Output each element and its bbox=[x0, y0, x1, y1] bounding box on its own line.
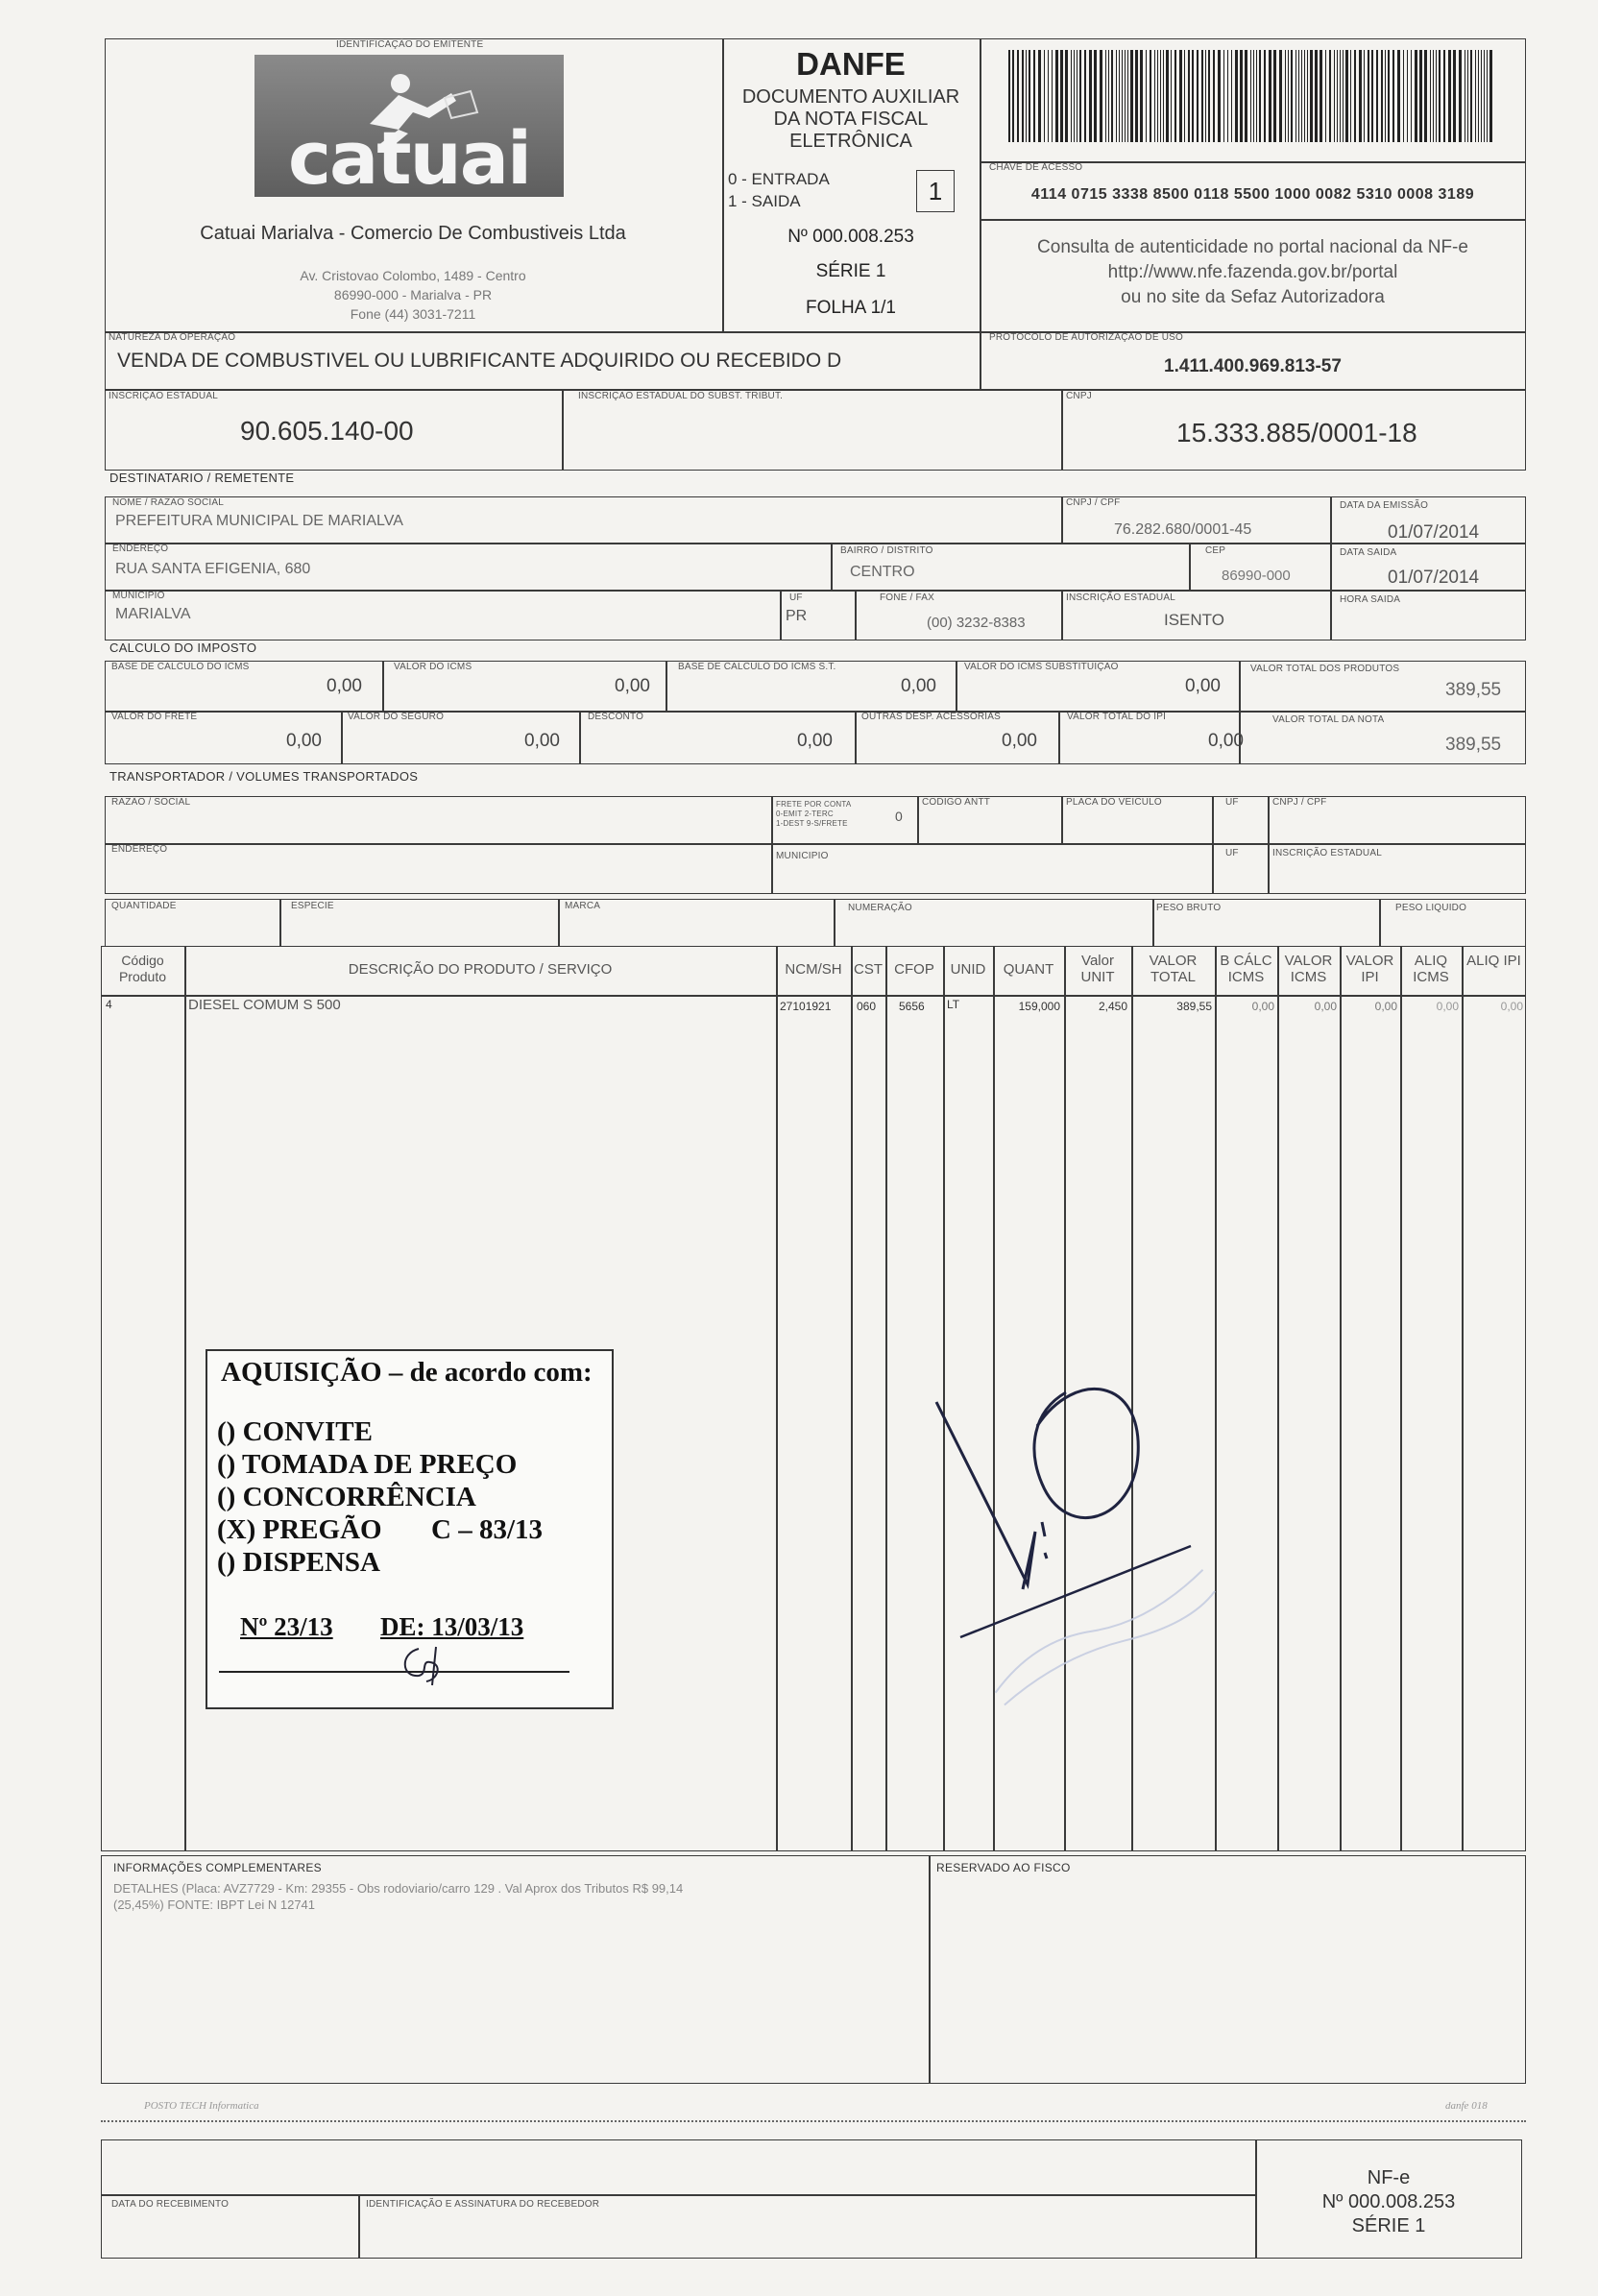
consulta-url: http://www.nfe.fazenda.gov.br/portal bbox=[1107, 262, 1398, 282]
outras-label: OUTRAS DESP. ACESSORIAS bbox=[861, 712, 1002, 722]
cep-label: CEP bbox=[1205, 545, 1226, 556]
frete-conta: 0 bbox=[895, 809, 903, 824]
total-nota-label: VALOR TOTAL DA NOTA bbox=[1272, 714, 1385, 725]
col-cst: CST bbox=[854, 961, 883, 978]
peso-liquido-label: PESO LIQUIDO bbox=[1395, 903, 1467, 913]
stamp-data: DE: 13/03/13 bbox=[380, 1612, 524, 1641]
stamp-pregao: (X) PREGÃO bbox=[217, 1514, 382, 1545]
canhoto-serie: SÉRIE 1 bbox=[1351, 2215, 1426, 2236]
uf-label: UF bbox=[789, 592, 803, 603]
emitter-label: IDENTIFICAÇÃO DO EMITENTE bbox=[336, 39, 484, 50]
destinatario-section: DESTINATARIO / REMETENTE bbox=[109, 471, 295, 485]
ie-valor: 90.605.140-00 bbox=[240, 416, 414, 446]
icms-label: VALOR DO ICMS bbox=[394, 662, 472, 672]
stamp-concorrencia: () CONCORRÊNCIA bbox=[217, 1482, 476, 1512]
consulta-line-3: ou no site da Sefaz Autorizadora bbox=[1121, 287, 1385, 307]
frete-conta-label: FRETE POR CONTA bbox=[776, 800, 852, 809]
desconto-label: DESCONTO bbox=[588, 712, 644, 722]
nota-folha: FOLHA 1/1 bbox=[806, 298, 896, 318]
cep: 86990-000 bbox=[1222, 568, 1291, 584]
cell-quant: 159,000 bbox=[1018, 1000, 1060, 1013]
bairro-label: BAIRRO / DISTRITO bbox=[840, 545, 933, 556]
col-descricao: DESCRIÇÃO DO PRODUTO / SERVIÇO bbox=[348, 961, 613, 978]
frete-conta-opt1: 0-EMIT 2-TERC bbox=[776, 810, 834, 818]
initials-signature bbox=[390, 1639, 457, 1687]
data-emissao-label: DATA DA EMISSÃO bbox=[1340, 500, 1429, 511]
col-v-icms: VALOR ICMS bbox=[1284, 953, 1333, 985]
chave-label: CHAVE DE ACESSO bbox=[989, 162, 1083, 173]
cell-descricao: DIESEL COMUM S 500 bbox=[188, 997, 341, 1013]
cell-bc-icms: 0,00 bbox=[1251, 1000, 1274, 1013]
cell-vtotal: 389,55 bbox=[1176, 1000, 1212, 1013]
info-label: INFORMAÇÕES COMPLEMENTARES bbox=[113, 1861, 322, 1874]
danfe-version: danfe 018 bbox=[1445, 2100, 1488, 2112]
logo-text: catuai bbox=[287, 115, 531, 201]
natureza-operacao: VENDA DE COMBUSTIVEL OU LUBRIFICANTE ADQUIRIDO OU RECEBIDO D bbox=[117, 350, 842, 372]
col-ncm: NCM/SH bbox=[785, 961, 842, 978]
dest-ie-label: INSCRIÇÃO ESTADUAL bbox=[1066, 592, 1175, 603]
col-cfop: CFOP bbox=[894, 961, 934, 978]
especie-label: ESPECIE bbox=[291, 901, 334, 911]
municipio: MARIALVA bbox=[115, 606, 191, 622]
transp-uf-label: UF bbox=[1225, 797, 1239, 808]
cnpj-valor: 15.333.885/0001-18 bbox=[1176, 418, 1417, 447]
stamp-dispensa: () DISPENSA bbox=[217, 1547, 380, 1578]
bairro: CENTRO bbox=[850, 564, 915, 580]
dest-endereco: RUA SANTA EFIGENIA, 680 bbox=[115, 561, 311, 577]
company-phone: Fone (44) 3031-7211 bbox=[350, 306, 476, 322]
cell-cfop: 5656 bbox=[899, 1000, 925, 1013]
tipo-box: 1 bbox=[916, 170, 955, 212]
ipi-label: VALOR TOTAL DO IPI bbox=[1067, 712, 1167, 722]
dest-ie: ISENTO bbox=[1164, 611, 1224, 629]
bc-icms: 0,00 bbox=[327, 676, 362, 696]
transp-razao-label: RAZÃO / SOCIAL bbox=[111, 797, 191, 808]
stamp-convite: () CONVITE bbox=[217, 1416, 373, 1447]
col-aliq-icms: ALIQ ICMS bbox=[1413, 953, 1449, 985]
nota-serie: SÉRIE 1 bbox=[815, 261, 886, 281]
dest-nome-label: NOME / RAZÃO SOCIAL bbox=[112, 497, 225, 508]
ipi: 0,00 bbox=[1208, 731, 1244, 751]
saida-label: 1 - SAIDA bbox=[728, 192, 801, 210]
col-vunit: Valor UNIT bbox=[1080, 953, 1115, 985]
ie-st-label: INSCRIÇÃO ESTADUAL DO SUBST. TRIBUT. bbox=[578, 391, 784, 401]
chave-acesso: 4114 0715 3338 8500 0118 5500 1000 0082 5310 0008 3189 bbox=[1030, 186, 1475, 203]
outras: 0,00 bbox=[1002, 731, 1037, 751]
stamp-numero: Nº 23/13 bbox=[240, 1612, 333, 1641]
cell-vunit: 2,450 bbox=[1098, 1000, 1127, 1013]
stamp-pregao-ref: C – 83/13 bbox=[431, 1514, 543, 1545]
transp-ie-label: INSCRIÇÃO ESTADUAL bbox=[1272, 848, 1382, 858]
peso-bruto-label: PESO BRUTO bbox=[1156, 903, 1222, 913]
danfe-title: DANFE bbox=[796, 46, 906, 82]
data-saida: 01/07/2014 bbox=[1388, 568, 1480, 588]
canhoto-nfe: NF-e bbox=[1367, 2167, 1411, 2188]
danfe-subtitle-3: ELETRÔNICA bbox=[789, 131, 912, 152]
fone-label: FONE / FAX bbox=[880, 592, 935, 603]
dest-endereco-label: ENDEREÇO bbox=[112, 544, 169, 554]
col-v-ipi: VALOR IPI bbox=[1345, 953, 1394, 985]
icms-st-label: VALOR DO ICMS SUBSTITUIÇÃO bbox=[964, 662, 1119, 672]
placa-label: PLACA DO VEICULO bbox=[1066, 797, 1162, 808]
stamp-tomada: () TOMADA DE PREÇO bbox=[217, 1449, 518, 1480]
dest-cnpj-label: CNPJ / CPF bbox=[1066, 497, 1121, 508]
dest-cnpj: 76.282.680/0001-45 bbox=[1114, 521, 1252, 538]
desconto: 0,00 bbox=[797, 731, 833, 751]
cell-unid: LT bbox=[947, 998, 960, 1011]
acquisition-stamp bbox=[206, 1349, 614, 1709]
entrada-label: 0 - ENTRADA bbox=[728, 170, 830, 188]
data-saida-label: DATA SAIDA bbox=[1340, 547, 1397, 558]
protocolo-label: PROTOCOLO DE AUTORIZAÇÃO DE USO bbox=[989, 332, 1183, 343]
frete: 0,00 bbox=[286, 731, 322, 751]
transp-endereco-label: ENDEREÇO bbox=[111, 844, 168, 855]
cell-v-icms: 0,00 bbox=[1314, 1000, 1337, 1013]
data-recebimento-label: DATA DO RECEBIMENTO bbox=[111, 2199, 230, 2210]
cell-aliq-ipi: 0,00 bbox=[1500, 1000, 1523, 1013]
consulta-line-1: Consulta de autenticidade no portal nacional da NF-e bbox=[1037, 237, 1468, 257]
bc-st-label: BASE DE CALCULO DO ICMS S.T. bbox=[678, 662, 836, 672]
total-produtos-label: VALOR TOTAL DOS PRODUTOS bbox=[1250, 664, 1400, 674]
total-nota: 389,55 bbox=[1445, 735, 1502, 755]
transp-uf2-label: UF bbox=[1225, 848, 1239, 858]
hora-saida-label: HORA SAIDA bbox=[1340, 594, 1401, 605]
imposto-section: CALCULO DO IMPOSTO bbox=[109, 640, 257, 655]
software-credit: POSTO TECH Informatica bbox=[144, 2100, 259, 2112]
natureza-label: NATUREZA DA OPERAÇÃO bbox=[109, 332, 236, 343]
danfe-subtitle-1: DOCUMENTO AUXILIAR bbox=[741, 86, 960, 108]
company-address-1: Av. Cristovao Colombo, 1489 - Centro bbox=[300, 268, 526, 283]
info-line-1: DETALHES (Placa: AVZ7729 - Km: 29355 - Obs rodoviario/carro 129 . Val Aprox dos Tributos R$ 99,14 bbox=[113, 1881, 684, 1896]
company-address-2: 86990-000 - Marialva - PR bbox=[333, 287, 493, 302]
cell-ncm: 27101921 bbox=[780, 1000, 832, 1013]
protocolo-valor: 1.411.400.969.813-57 bbox=[1164, 356, 1342, 376]
fone: (00) 3232-8383 bbox=[927, 615, 1026, 631]
antt-label: CODIGO ANTT bbox=[922, 797, 991, 808]
icms-st: 0,00 bbox=[1185, 676, 1221, 696]
col-bc-icms: B CÁLC ICMS bbox=[1220, 953, 1272, 985]
company-logo bbox=[254, 55, 564, 201]
bc-icms-label: BASE DE CALCULO DO ICMS bbox=[111, 662, 250, 672]
nota-numero: Nº 000.008.253 bbox=[787, 227, 914, 247]
col-vtotal: VALOR TOTAL bbox=[1149, 953, 1198, 985]
icms: 0,00 bbox=[615, 676, 650, 696]
transp-cnpj-label: CNPJ / CPF bbox=[1272, 797, 1327, 808]
transporte-section: TRANSPORTADOR / VOLUMES TRANSPORTADOS bbox=[109, 769, 419, 784]
barcode bbox=[1008, 50, 1500, 142]
col-quant: QUANT bbox=[1003, 961, 1054, 978]
bc-st: 0,00 bbox=[901, 676, 936, 696]
fisco-label: RESERVADO AO FISCO bbox=[936, 1861, 1071, 1874]
quantidade-label: QUANTIDADE bbox=[111, 901, 177, 911]
ie-label: INSCRIÇÃO ESTADUAL bbox=[109, 391, 218, 401]
transp-municipio-label: MUNICIPIO bbox=[776, 851, 829, 861]
cell-cst: 060 bbox=[857, 1000, 877, 1013]
canhoto-numero: Nº 000.008.253 bbox=[1321, 2191, 1456, 2212]
stamp-title: AQUISIÇÃO – de acordo com: bbox=[221, 1357, 593, 1388]
ident-recebedor-label: IDENTIFICAÇÃO E ASSINATURA DO RECEBEDOR bbox=[366, 2199, 600, 2210]
company-name: Catuai Marialva - Comercio De Combustiveis Ltda bbox=[200, 223, 626, 244]
marca-label: MARCA bbox=[565, 901, 601, 911]
uf: PR bbox=[786, 608, 808, 624]
frete-conta-opt2: 1-DEST 9-S/FRETE bbox=[776, 819, 848, 828]
municipio-label: MUNICIPIO bbox=[112, 591, 165, 601]
cell-aliq-icms: 0,00 bbox=[1436, 1000, 1459, 1013]
seguro-label: VALOR DO SEGURO bbox=[348, 712, 445, 722]
info-line-2: (25,45%) FONTE: IBPT Lei N 12741 bbox=[113, 1897, 316, 1912]
numeracao-label: NUMERAÇÃO bbox=[848, 903, 912, 913]
col-codigo: Código Produto bbox=[118, 953, 167, 984]
cell-v-ipi: 0,00 bbox=[1374, 1000, 1397, 1013]
cell-codigo: 4 bbox=[106, 998, 112, 1011]
data-emissao: 01/07/2014 bbox=[1388, 522, 1480, 543]
col-unid: UNID bbox=[950, 961, 986, 978]
total-produtos: 389,55 bbox=[1445, 680, 1502, 700]
danfe-subtitle-2: DA NOTA FISCAL bbox=[773, 109, 929, 130]
seguro: 0,00 bbox=[524, 731, 560, 751]
frete-label: VALOR DO FRETE bbox=[111, 712, 198, 722]
cnpj-label: CNPJ bbox=[1066, 391, 1092, 401]
col-aliq-ipi: ALIQ IPI bbox=[1466, 953, 1521, 969]
dest-nome: PREFEITURA MUNICIPAL DE MARIALVA bbox=[115, 513, 403, 529]
